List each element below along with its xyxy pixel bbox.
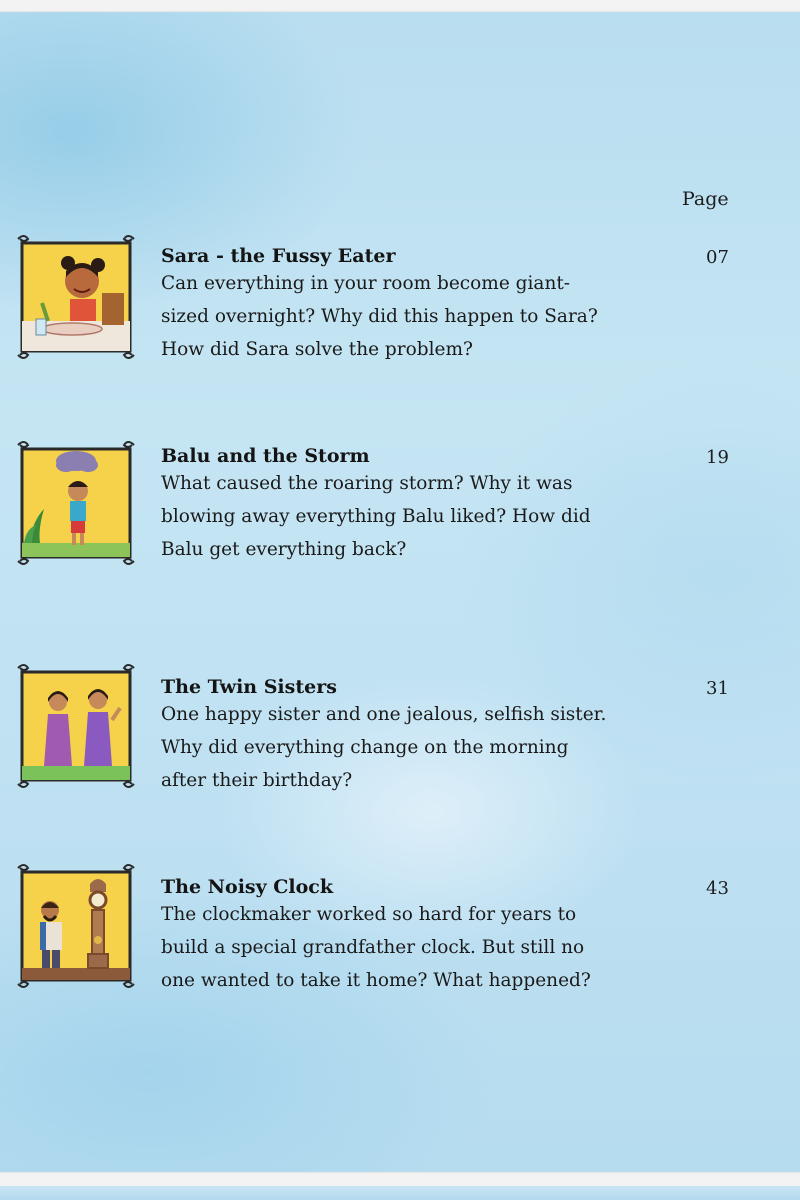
contents-page <box>0 12 800 1172</box>
entry-title: Sara - the Fussy Eater <box>161 245 396 267</box>
entry-description: Can everything in your room become giant-sized overnight? Why did this happen to Sara? How did Sara solve the problem? <box>161 273 598 360</box>
entry-title: Balu and the Storm <box>161 445 370 467</box>
girl-eating-at-table-icon <box>14 233 138 361</box>
twin-sisters-icon <box>14 662 138 790</box>
entry-page-number: 31 <box>706 678 729 699</box>
entry-title: The Noisy Clock <box>161 876 334 898</box>
entry-page-number: 07 <box>706 247 729 268</box>
next-page-edge <box>0 1186 800 1200</box>
page-column-header: Page <box>682 188 729 210</box>
boy-under-storm-cloud-icon <box>14 439 138 567</box>
entry-page-number: 43 <box>706 878 729 899</box>
entry-page-number: 19 <box>706 447 729 468</box>
entry-description: What caused the roaring storm? Why it was blowing away everything Balu liked? How did Balu get everything back? <box>161 473 591 560</box>
clockmaker-grandfather-clock-icon <box>14 862 138 990</box>
entry-title: The Twin Sisters <box>161 676 337 698</box>
entry-description: The clockmaker worked so hard for years to build a special grandfather clock. But still no one wanted to take it home? What happened? <box>161 904 591 991</box>
entry-description: One happy sister and one jealous, selfish sister. Why did everything change on the morning after their birthday? <box>161 704 607 791</box>
